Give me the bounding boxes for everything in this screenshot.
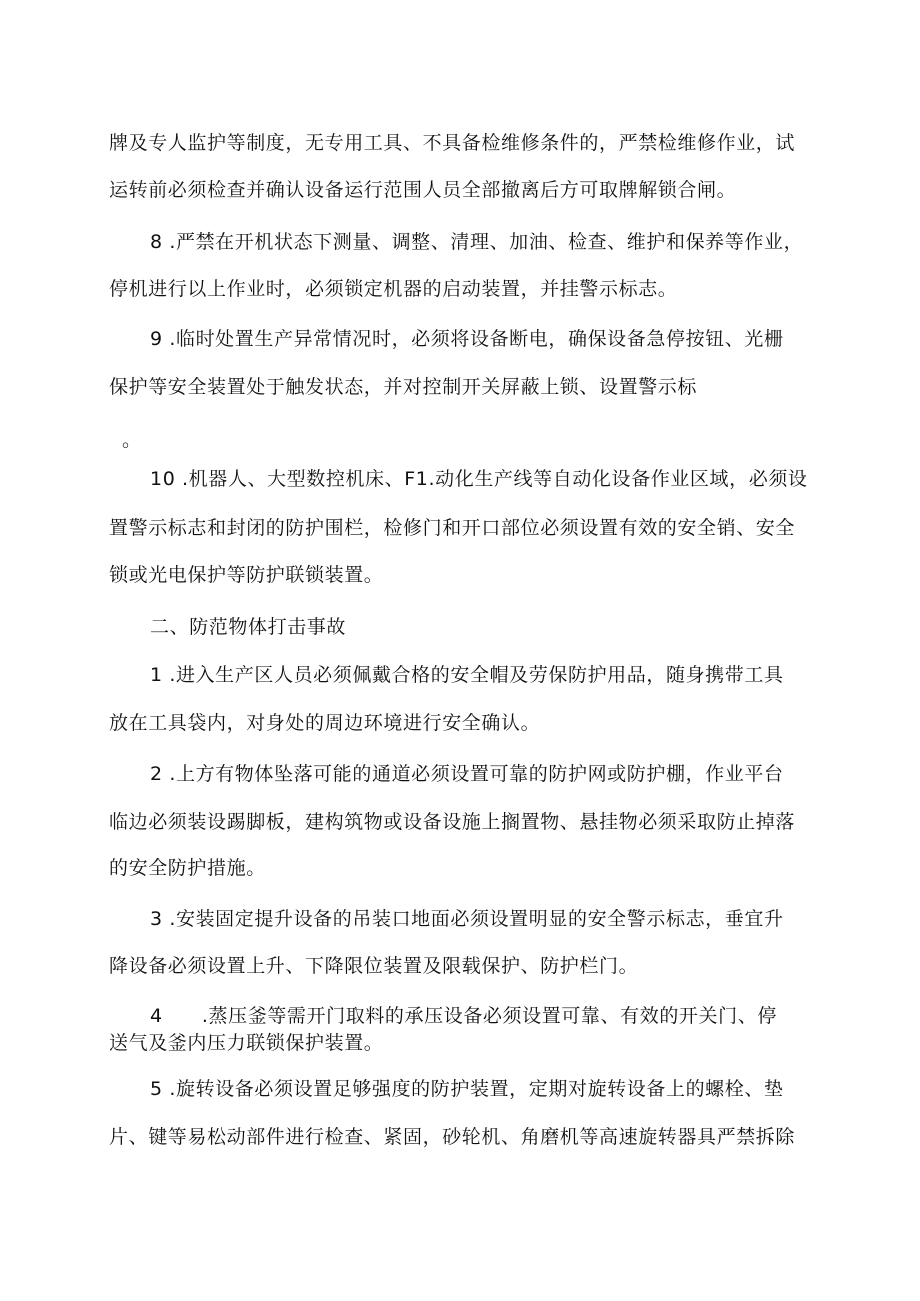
paragraph-line: 放在工具袋内，对身处的周边环境进行安全确认。 — [109, 712, 541, 734]
paragraph-line: 的安全防护措施。 — [109, 857, 266, 879]
item-4-line: 4 .蒸压釜等需开门取料的承压设备必须设置可靠、有效的开关门、停 — [150, 1005, 777, 1027]
item-9-line: 9 .临时处置生产异常情况时，必须将设备断电，确保设备急停按钮、光栅 — [150, 328, 784, 350]
paragraph-line: 。 — [122, 429, 142, 451]
item-8-line: 8 .严禁在开机状态下测量、调整、清理、加油、检查、维护和保养等作业， — [150, 231, 804, 253]
paragraph-line: 停机进行以上作业时，必须锁定机器的启动装置，并挂警示标志。 — [109, 278, 678, 300]
paragraph-line: 运转前必须检查并确认设备运行范围人员全部撤离后方可取牌解锁合闸。 — [109, 179, 737, 201]
paragraph-line: 片、键等易松动部件进行检查、紧固，砂轮机、角磨机等高速旋转器具严禁拆除 — [109, 1126, 796, 1148]
item-3-line: 3 .安装固定提升设备的吊装口地面必须设置明显的安全警示标志，垂宜升 — [150, 908, 784, 930]
item-10-line: 10 .机器人、大型数控机床、F1.动化生产线等自动化设备作业区域，必须设 — [150, 468, 808, 490]
paragraph-line: 牌及专人监护等制度，无专用工具、不具备检维修条件的，严禁检维修作业，试 — [109, 132, 796, 154]
section-heading: 二、防范物体打击事故 — [150, 616, 347, 638]
item-5-line: 5 .旋转设备必须设置足够强度的防护装置，定期对旋转设备上的螺栓、垫 — [150, 1078, 784, 1100]
paragraph-line: 锁或光电保护等防护联锁装置。 — [109, 564, 384, 586]
paragraph-line: 保护等安全装置处于触发状态，并对控制开关屏蔽上锁、设置警示标 — [109, 376, 698, 398]
paragraph-line: 置警示标志和封闭的防护围栏，检修门和开口部位必须设置有效的安全销、安全 — [109, 517, 796, 539]
item-1-line: 1 .进入生产区人员必须佩戴合格的安全帽及劳保防护用品，随身携带工具 — [150, 664, 784, 686]
paragraph-line: 临边必须装设踢脚板，建构筑物或设备设施上搁置物、悬挂物必须采取防止掉落 — [109, 811, 796, 833]
item-2-line: 2 .上方有物体坠落可能的通道必须设置可靠的防护网或防护棚，作业平台 — [150, 763, 784, 785]
paragraph-line: 降设备必须设置上升、下降限位装置及限载保护、防护栏门。 — [109, 955, 639, 977]
paragraph-line: 送气及釜内压力联锁保护装置。 — [109, 1032, 384, 1054]
